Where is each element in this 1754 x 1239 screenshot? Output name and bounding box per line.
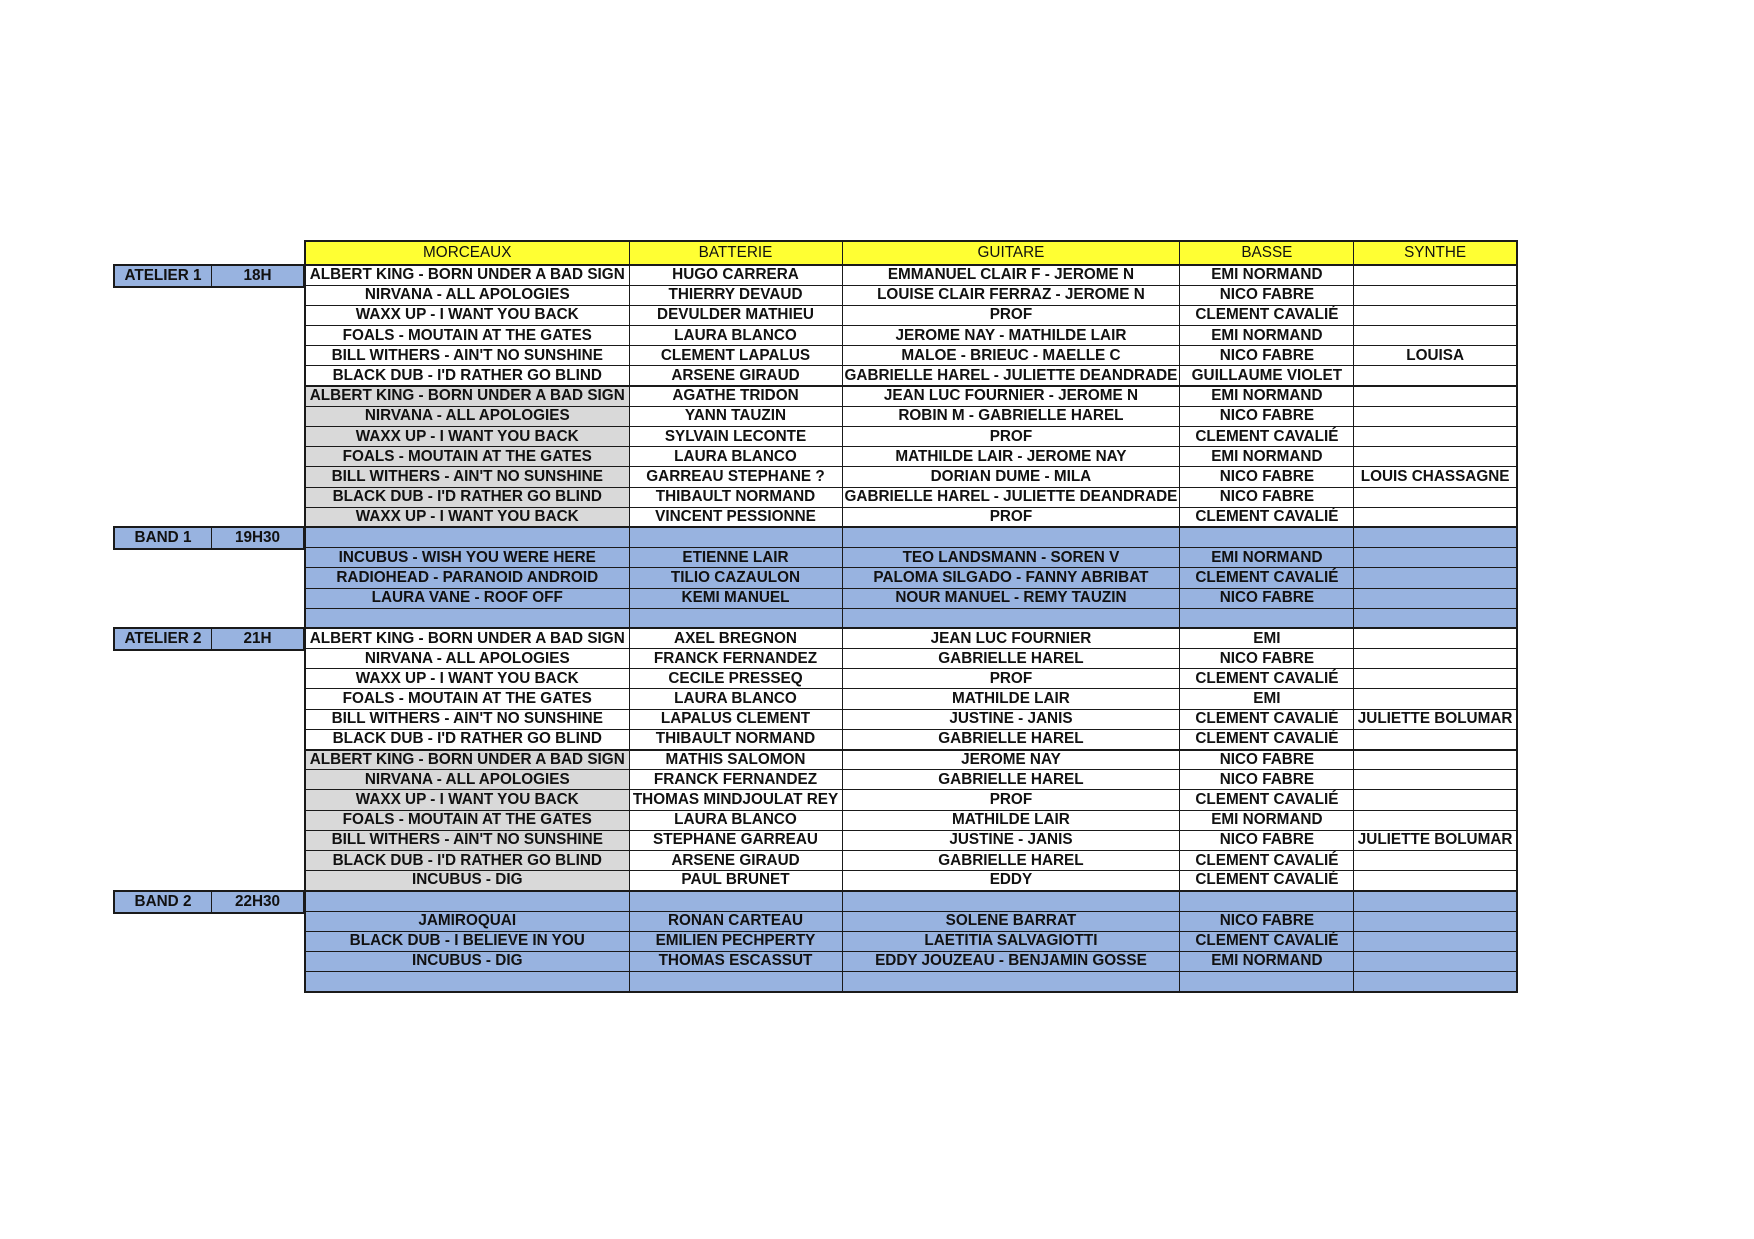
schedule-table: [304, 240, 1518, 993]
cell-morceau: BLACK DUB - I'D RATHER GO BLIND: [305, 850, 629, 870]
cell-morceau: RADIOHEAD - PARANOID ANDROID: [305, 568, 629, 588]
cell-batterie: KEMI MANUEL: [629, 588, 842, 608]
header-basse: BASSE: [1180, 241, 1354, 265]
table-row: [305, 366, 1517, 386]
cell-batterie: LAURA BLANCO: [629, 326, 842, 346]
table-row: [305, 305, 1517, 325]
cell-synthe: [1354, 951, 1517, 971]
cell-guitare: JEAN LUC FOURNIER: [842, 628, 1180, 648]
cell-basse: CLEMENT CAVALIÉ: [1180, 507, 1354, 527]
cell-morceau: FOALS - MOUTAIN AT THE GATES: [305, 689, 629, 709]
cell-morceau: BLACK DUB - I'D RATHER GO BLIND: [305, 487, 629, 507]
header-morceaux: MORCEAUX: [305, 241, 629, 265]
cell-synthe: [1354, 911, 1517, 931]
table-row: [305, 588, 1517, 608]
table-row: [305, 790, 1517, 810]
header-batterie: BATTERIE: [629, 241, 842, 265]
cell-morceau: JAMIROQUAI: [305, 911, 629, 931]
cell-basse: CLEMENT CAVALIÉ: [1180, 850, 1354, 870]
cell-synthe: [1354, 447, 1517, 467]
cell-guitare: MATHILDE LAIR: [842, 810, 1180, 830]
cell-morceau: INCUBUS - WISH YOU WERE HERE: [305, 548, 629, 568]
table-row: [305, 709, 1517, 729]
cell-synthe: [1354, 386, 1517, 406]
cell-batterie: YANN TAUZIN: [629, 406, 842, 426]
cell-morceau: ALBERT KING - BORN UNDER A BAD SIGN: [305, 628, 629, 648]
cell-synthe: [1354, 305, 1517, 325]
cell-guitare: EDDY: [842, 871, 1180, 891]
cell-guitare: NOUR MANUEL - REMY TAUZIN: [842, 588, 1180, 608]
cell-morceau: BILL WITHERS - AIN'T NO SUNSHINE: [305, 709, 629, 729]
cell-basse: CLEMENT CAVALIÉ: [1180, 931, 1354, 951]
cell-basse: EMI NORMAND: [1180, 265, 1354, 285]
cell-basse: NICO FABRE: [1180, 750, 1354, 770]
table-row: [305, 265, 1517, 285]
cell-synthe: [1354, 608, 1517, 628]
table-row: [305, 770, 1517, 790]
cell-batterie: CECILE PRESSEQ: [629, 669, 842, 689]
cell-synthe: [1354, 891, 1517, 911]
cell-synthe: [1354, 265, 1517, 285]
cell-synthe: [1354, 871, 1517, 891]
cell-morceau: BLACK DUB - I'D RATHER GO BLIND: [305, 729, 629, 749]
cell-synthe: [1354, 810, 1517, 830]
cell-synthe: [1354, 628, 1517, 648]
cell-guitare: PROF: [842, 305, 1180, 325]
cell-synthe: [1354, 527, 1517, 547]
cell-guitare: PROF: [842, 790, 1180, 810]
session-time: 21H: [243, 630, 272, 648]
cell-morceau: FOALS - MOUTAIN AT THE GATES: [305, 810, 629, 830]
cell-batterie: HUGO CARRERA: [629, 265, 842, 285]
session-label: [113, 526, 305, 550]
cell-synthe: [1354, 507, 1517, 527]
session-name: BAND 2: [115, 892, 212, 912]
cell-synthe: [1354, 770, 1517, 790]
cell-basse: [1180, 891, 1354, 911]
session-name: ATELIER 1: [115, 266, 212, 286]
cell-basse: CLEMENT CAVALIÉ: [1180, 669, 1354, 689]
cell-synthe: [1354, 790, 1517, 810]
cell-synthe: [1354, 366, 1517, 386]
cell-guitare: GABRIELLE HAREL: [842, 729, 1180, 749]
cell-batterie: ETIENNE LAIR: [629, 548, 842, 568]
table-row: [305, 285, 1517, 305]
cell-guitare: PALOMA SILGADO - FANNY ABRIBAT: [842, 568, 1180, 588]
cell-guitare: TEO LANDSMANN - SOREN V: [842, 548, 1180, 568]
cell-basse: CLEMENT CAVALIÉ: [1180, 305, 1354, 325]
cell-morceau: NIRVANA - ALL APOLOGIES: [305, 770, 629, 790]
cell-basse: NICO FABRE: [1180, 911, 1354, 931]
cell-batterie: ARSENE GIRAUD: [629, 366, 842, 386]
cell-basse: [1180, 972, 1354, 992]
cell-guitare: [842, 608, 1180, 628]
cell-batterie: THIERRY DEVAUD: [629, 285, 842, 305]
cell-basse: EMI NORMAND: [1180, 447, 1354, 467]
cell-guitare: [842, 891, 1180, 911]
header-row: [305, 241, 1517, 265]
cell-basse: [1180, 608, 1354, 628]
cell-batterie: RONAN CARTEAU: [629, 911, 842, 931]
cell-basse: EMI NORMAND: [1180, 548, 1354, 568]
cell-batterie: LAURA BLANCO: [629, 689, 842, 709]
cell-basse: CLEMENT CAVALIÉ: [1180, 568, 1354, 588]
table-row: [305, 689, 1517, 709]
cell-synthe: [1354, 548, 1517, 568]
cell-guitare: MATHILDE LAIR - JEROME NAY: [842, 447, 1180, 467]
cell-batterie: FRANCK FERNANDEZ: [629, 649, 842, 669]
table-row: [305, 871, 1517, 891]
cell-morceau: [305, 891, 629, 911]
cell-batterie: CLEMENT LAPALUS: [629, 346, 842, 366]
cell-guitare: JEROME NAY: [842, 750, 1180, 770]
session-label: [113, 890, 305, 914]
cell-guitare: EDDY JOUZEAU - BENJAMIN GOSSE: [842, 951, 1180, 971]
table-row: [305, 467, 1517, 487]
cell-batterie: [629, 608, 842, 628]
cell-batterie: PAUL BRUNET: [629, 871, 842, 891]
cell-morceau: INCUBUS - DIG: [305, 951, 629, 971]
cell-morceau: FOALS - MOUTAIN AT THE GATES: [305, 447, 629, 467]
cell-basse: NICO FABRE: [1180, 406, 1354, 426]
table-row: [305, 891, 1517, 911]
cell-synthe: [1354, 689, 1517, 709]
cell-batterie: EMILIEN PECHPERTY: [629, 931, 842, 951]
cell-synthe: [1354, 285, 1517, 305]
cell-batterie: FRANCK FERNANDEZ: [629, 770, 842, 790]
cell-guitare: PROF: [842, 427, 1180, 447]
cell-basse: CLEMENT CAVALIÉ: [1180, 790, 1354, 810]
cell-basse: [1180, 527, 1354, 547]
session-name: ATELIER 2: [115, 629, 212, 649]
cell-morceau: LAURA VANE - ROOF OFF: [305, 588, 629, 608]
cell-basse: EMI NORMAND: [1180, 810, 1354, 830]
cell-synthe: [1354, 850, 1517, 870]
table-row: [305, 568, 1517, 588]
cell-synthe: [1354, 427, 1517, 447]
session-label: [113, 627, 305, 651]
cell-morceau: WAXX UP - I WANT YOU BACK: [305, 507, 629, 527]
cell-synthe: [1354, 326, 1517, 346]
cell-morceau: WAXX UP - I WANT YOU BACK: [305, 790, 629, 810]
cell-morceau: ALBERT KING - BORN UNDER A BAD SIGN: [305, 750, 629, 770]
cell-basse: CLEMENT CAVALIÉ: [1180, 871, 1354, 891]
cell-morceau: [305, 527, 629, 547]
cell-basse: EMI NORMAND: [1180, 326, 1354, 346]
cell-morceau: NIRVANA - ALL APOLOGIES: [305, 406, 629, 426]
table-row: [305, 527, 1517, 547]
cell-batterie: TILIO CAZAULON: [629, 568, 842, 588]
cell-morceau: [305, 608, 629, 628]
table-row: [305, 326, 1517, 346]
cell-morceau: BILL WITHERS - AIN'T NO SUNSHINE: [305, 830, 629, 850]
table-row: [305, 810, 1517, 830]
cell-batterie: [629, 891, 842, 911]
table-row: [305, 911, 1517, 931]
table-row: [305, 972, 1517, 992]
cell-basse: EMI: [1180, 689, 1354, 709]
cell-guitare: JEAN LUC FOURNIER - JEROME N: [842, 386, 1180, 406]
table-row: [305, 386, 1517, 406]
cell-synthe: [1354, 588, 1517, 608]
session-label: [113, 264, 305, 288]
cell-batterie: STEPHANE GARREAU: [629, 830, 842, 850]
cell-morceau: BILL WITHERS - AIN'T NO SUNSHINE: [305, 346, 629, 366]
cell-batterie: THOMAS ESCASSUT: [629, 951, 842, 971]
cell-synthe: LOUIS CHASSAGNE: [1354, 467, 1517, 487]
cell-batterie: VINCENT PESSIONNE: [629, 507, 842, 527]
cell-batterie: LAURA BLANCO: [629, 810, 842, 830]
table-row: [305, 507, 1517, 527]
table-row: [305, 608, 1517, 628]
cell-basse: CLEMENT CAVALIÉ: [1180, 729, 1354, 749]
table-row: [305, 427, 1517, 447]
cell-synthe: [1354, 750, 1517, 770]
table-row: [305, 951, 1517, 971]
cell-guitare: GABRIELLE HAREL - JULIETTE DEANDRADE: [842, 487, 1180, 507]
cell-batterie: THIBAULT NORMAND: [629, 487, 842, 507]
cell-morceau: BILL WITHERS - AIN'T NO SUNSHINE: [305, 467, 629, 487]
table-row: [305, 830, 1517, 850]
session-time: 18H: [243, 267, 272, 284]
cell-morceau: WAXX UP - I WANT YOU BACK: [305, 427, 629, 447]
table-row: [305, 487, 1517, 507]
cell-basse: GUILLAUME VIOLET: [1180, 366, 1354, 386]
cell-synthe: JULIETTE BOLUMAR: [1354, 830, 1517, 850]
cell-guitare: [842, 972, 1180, 992]
cell-batterie: LAPALUS CLEMENT: [629, 709, 842, 729]
session-time: 19H30: [234, 529, 281, 547]
cell-basse: NICO FABRE: [1180, 830, 1354, 850]
table-row: [305, 346, 1517, 366]
cell-batterie: THIBAULT NORMAND: [629, 729, 842, 749]
cell-batterie: MATHIS SALOMON: [629, 750, 842, 770]
cell-basse: CLEMENT CAVALIÉ: [1180, 427, 1354, 447]
cell-basse: EMI: [1180, 628, 1354, 648]
cell-synthe: JULIETTE BOLUMAR: [1354, 709, 1517, 729]
cell-synthe: [1354, 729, 1517, 749]
cell-guitare: EMMANUEL CLAIR F - JEROME N: [842, 265, 1180, 285]
cell-morceau: ALBERT KING - BORN UNDER A BAD SIGN: [305, 386, 629, 406]
table-row: [305, 447, 1517, 467]
cell-morceau: INCUBUS - DIG: [305, 871, 629, 891]
session-time: 22H30: [234, 892, 281, 910]
cell-guitare: LAETITIA SALVAGIOTTI: [842, 931, 1180, 951]
cell-synthe: [1354, 406, 1517, 426]
session-name: BAND 1: [115, 528, 212, 548]
cell-morceau: WAXX UP - I WANT YOU BACK: [305, 305, 629, 325]
cell-guitare: PROF: [842, 507, 1180, 527]
cell-guitare: PROF: [842, 669, 1180, 689]
cell-synthe: LOUISA: [1354, 346, 1517, 366]
cell-morceau: NIRVANA - ALL APOLOGIES: [305, 649, 629, 669]
cell-morceau: BLACK DUB - I'D RATHER GO BLIND: [305, 366, 629, 386]
cell-morceau: WAXX UP - I WANT YOU BACK: [305, 669, 629, 689]
cell-guitare: ROBIN M - GABRIELLE HAREL: [842, 406, 1180, 426]
cell-guitare: MALOE - BRIEUC - MAELLE C: [842, 346, 1180, 366]
table-row: [305, 406, 1517, 426]
cell-batterie: [629, 972, 842, 992]
table-row: [305, 669, 1517, 689]
cell-basse: NICO FABRE: [1180, 649, 1354, 669]
cell-guitare: GABRIELLE HAREL: [842, 649, 1180, 669]
cell-basse: NICO FABRE: [1180, 487, 1354, 507]
cell-batterie: LAURA BLANCO: [629, 447, 842, 467]
cell-synthe: [1354, 568, 1517, 588]
header-synthe: SYNTHE: [1354, 241, 1517, 265]
cell-morceau: NIRVANA - ALL APOLOGIES: [305, 285, 629, 305]
cell-basse: EMI NORMAND: [1180, 386, 1354, 406]
cell-guitare: SOLENE BARRAT: [842, 911, 1180, 931]
table-row: [305, 729, 1517, 749]
cell-batterie: THOMAS MINDJOULAT REY: [629, 790, 842, 810]
cell-guitare: JUSTINE - JANIS: [842, 830, 1180, 850]
cell-basse: CLEMENT CAVALIÉ: [1180, 709, 1354, 729]
cell-synthe: [1354, 669, 1517, 689]
cell-morceau: BLACK DUB - I BELIEVE IN YOU: [305, 931, 629, 951]
cell-morceau: ALBERT KING - BORN UNDER A BAD SIGN: [305, 265, 629, 285]
cell-guitare: DORIAN DUME - MILA: [842, 467, 1180, 487]
cell-basse: NICO FABRE: [1180, 467, 1354, 487]
table-row: [305, 931, 1517, 951]
cell-basse: EMI NORMAND: [1180, 951, 1354, 971]
cell-basse: NICO FABRE: [1180, 770, 1354, 790]
cell-batterie: AGATHE TRIDON: [629, 386, 842, 406]
cell-basse: NICO FABRE: [1180, 588, 1354, 608]
cell-synthe: [1354, 649, 1517, 669]
cell-guitare: [842, 527, 1180, 547]
cell-batterie: AXEL BREGNON: [629, 628, 842, 648]
table-row: [305, 850, 1517, 870]
schedule-body: [305, 265, 1517, 992]
cell-guitare: JUSTINE - JANIS: [842, 709, 1180, 729]
cell-guitare: GABRIELLE HAREL: [842, 850, 1180, 870]
table-row: [305, 750, 1517, 770]
cell-batterie: [629, 527, 842, 547]
cell-batterie: GARREAU STEPHANE ?: [629, 467, 842, 487]
cell-guitare: GABRIELLE HAREL: [842, 770, 1180, 790]
cell-synthe: [1354, 931, 1517, 951]
cell-guitare: LOUISE CLAIR FERRAZ - JEROME N: [842, 285, 1180, 305]
header-guitare: GUITARE: [842, 241, 1180, 265]
cell-guitare: JEROME NAY - MATHILDE LAIR: [842, 326, 1180, 346]
cell-guitare: MATHILDE LAIR: [842, 689, 1180, 709]
table-row: [305, 649, 1517, 669]
cell-guitare: GABRIELLE HAREL - JULIETTE DEANDRADE: [842, 366, 1180, 386]
cell-batterie: DEVULDER MATHIEU: [629, 305, 842, 325]
cell-synthe: [1354, 972, 1517, 992]
cell-basse: NICO FABRE: [1180, 346, 1354, 366]
cell-batterie: ARSENE GIRAUD: [629, 850, 842, 870]
cell-morceau: FOALS - MOUTAIN AT THE GATES: [305, 326, 629, 346]
cell-morceau: [305, 972, 629, 992]
table-row: [305, 548, 1517, 568]
table-row: [305, 628, 1517, 648]
cell-batterie: SYLVAIN LECONTE: [629, 427, 842, 447]
cell-basse: NICO FABRE: [1180, 285, 1354, 305]
cell-synthe: [1354, 487, 1517, 507]
